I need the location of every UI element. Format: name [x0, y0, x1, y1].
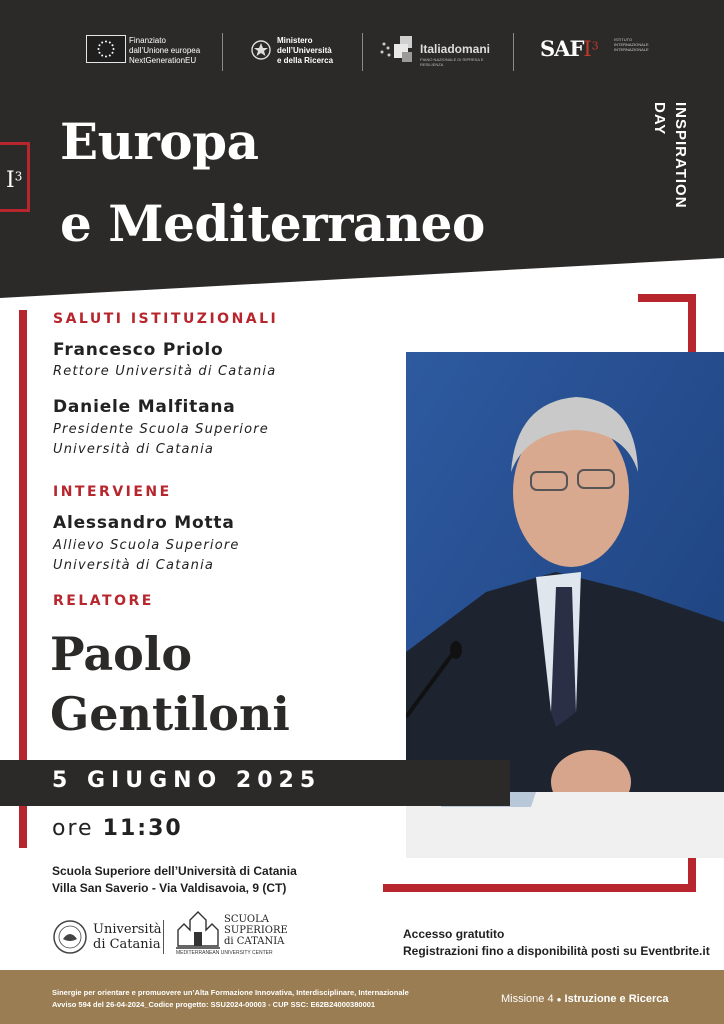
logo-divider: [222, 33, 223, 71]
title-line1: Europa: [60, 112, 259, 171]
eu-flag-logo: [86, 35, 126, 63]
photo-frame-bottom: [383, 884, 696, 892]
relatore-last-name: Gentiloni: [50, 687, 290, 741]
unict-seal-icon: [52, 919, 88, 959]
footer-line1: Sinergie per orientare e promuovere un’Alta Formazione Innovativa, Interdisciplinare, Internazionale: [52, 988, 409, 997]
event-time: [52, 816, 183, 841]
eu-logo-text: [129, 36, 200, 66]
eu-stars-icon: [87, 36, 125, 62]
partner-divider: [163, 920, 164, 954]
ssc-subtitle: MEDITERRANEAN UNIVERSITY CENTER: [176, 950, 273, 956]
saluti-heading: SALUTI ISTITUZIONALI: [53, 311, 279, 327]
relatore-first-name: Paolo: [50, 627, 192, 681]
inspiration-label: INSPIRATION: [672, 102, 689, 209]
title-line2: e Mediterraneo: [60, 194, 485, 253]
bullet-icon: ●: [556, 995, 562, 1004]
italiadomani-squares-icon: [378, 34, 418, 70]
day-label: DAY: [651, 102, 668, 136]
speaker3-role-line2: Università di Catania: [53, 558, 215, 573]
unict-logo-text: [93, 922, 162, 952]
speaker3-role-line1: Allievo Scuola Superiore: [53, 538, 240, 553]
ministero-line1: Ministero: [277, 36, 313, 45]
italiadomani-name: Italiadomani: [420, 42, 491, 56]
speaker2-role-line2: Università di Catania: [53, 442, 215, 457]
ministero-line2: dell’Università: [277, 46, 332, 55]
i3-bracket-top: [0, 142, 30, 145]
ssc-building-icon: [174, 906, 222, 956]
unict-line2: di Catania: [93, 937, 161, 952]
safi-subtitle: ISTITUTO INTERNAZIONALE INTERNAZIONALE: [614, 37, 649, 52]
i3-letter: I: [6, 168, 15, 193]
eu-line3: NextGenerationEU: [129, 56, 197, 65]
eu-line2: dall’Unione europea: [129, 46, 201, 55]
speaker2-role-line1: Presidente Scuola Superiore: [53, 422, 269, 437]
i3-exponent: 3: [14, 169, 23, 184]
photo-frame-right: [688, 294, 696, 352]
ministero-emblem-icon: [250, 38, 272, 66]
safi-i: I: [583, 37, 592, 61]
venue-line1: Scuola Superiore dell’Università di Catania: [52, 864, 297, 878]
access-line2: Registrazioni fino a disponibilità posti su Eventbrite.it: [403, 944, 710, 958]
missione-area: Istruzione e Ricerca: [564, 993, 669, 1005]
speaker2-name: Daniele Malfitana: [53, 397, 236, 417]
ministero-logo-text: [277, 36, 333, 66]
time-value: 11:30: [102, 816, 183, 841]
ssc-line3: di CATANIA: [224, 936, 285, 947]
interviene-heading: INTERVIENE: [53, 484, 172, 500]
speaker3-name: Alessandro Motta: [53, 513, 235, 533]
speaker1-name: Francesco Priolo: [53, 340, 224, 360]
missione-number: Missione 4: [501, 993, 554, 1005]
i3-bracket-bottom: [0, 209, 30, 212]
eu-line1: Finanziato: [129, 36, 166, 45]
access-line1: Accesso gratutito: [403, 927, 505, 941]
i3-bracket-right: [27, 142, 30, 212]
missione-label: [501, 993, 668, 1005]
italiadomani-subtitle: PIANO NAZIONALE DI RIPRESA E RESILIENZA: [420, 57, 484, 67]
venue-line2: Villa San Saverio - Via Valdisavoia, 9 (CT): [52, 881, 287, 895]
speaker1-role: Rettore Università di Catania: [53, 364, 277, 379]
logo-divider: [362, 33, 363, 71]
ssc-line2: SUPERIORE: [224, 925, 288, 936]
event-date: 5 GIUGNO 2025: [52, 768, 322, 793]
ministero-line3: e della Ricerca: [277, 56, 334, 65]
i3-mark: [6, 168, 22, 193]
logo-divider: [513, 33, 514, 71]
relatore-heading: RELATORE: [53, 593, 154, 609]
safi-letters: SAF: [540, 36, 584, 61]
safi-logo: [540, 36, 599, 61]
time-prefix: ore: [52, 816, 94, 841]
unict-line1: Università: [93, 922, 162, 937]
footer-line2: Avviso 594 del 26-04-2024_Codice progetto: SSU2024-00003 - CUP SSC: E62B24000380001: [52, 1000, 376, 1009]
ssc-logo-text: [224, 914, 288, 947]
ssc-line1: SCUOLA: [224, 914, 269, 925]
safi-exp: 3: [591, 39, 599, 53]
